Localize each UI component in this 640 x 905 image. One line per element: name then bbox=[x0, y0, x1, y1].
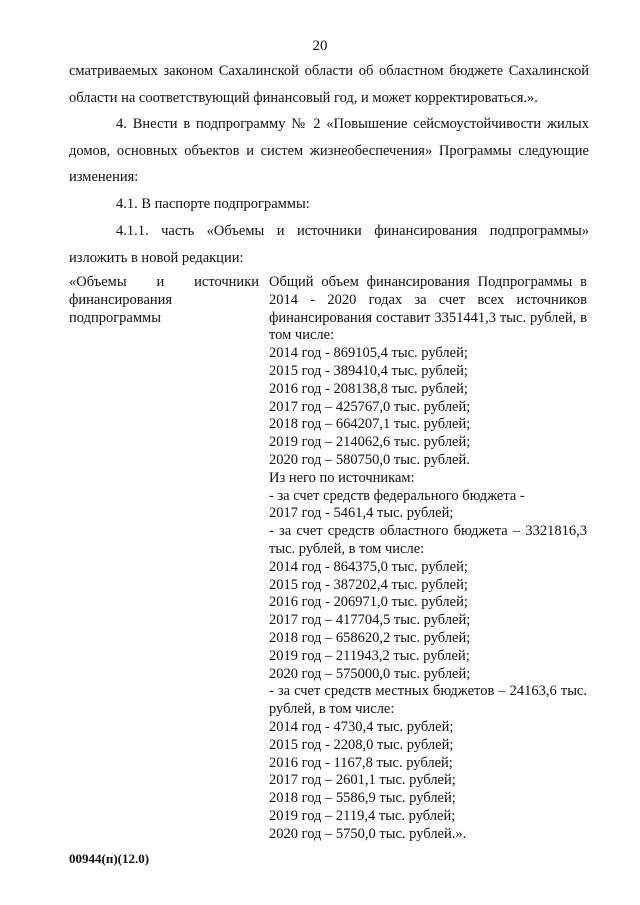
paragraph-part bbox=[69, 218, 589, 271]
year-line: 2015 год - 389410,4 тыс. рублей; bbox=[269, 362, 468, 379]
federal-year-line: 2017 год - 5461,4 тыс. рублей; bbox=[269, 505, 454, 522]
paragraph-text: сматриваемых законом Сахалинской области об областном бюджете Сахалинской области на соответствующий финансовый год, и может корректироваться.». bbox=[69, 63, 589, 106]
year-line: 2019 год – 214062,6 тыс. рублей; bbox=[269, 434, 471, 451]
regional-years-list bbox=[269, 559, 587, 684]
year-line: 2014 год - 869105,4 тыс. рублей; bbox=[269, 345, 468, 362]
year-line: 2017 год – 425767,0 тыс. рублей; bbox=[269, 398, 471, 415]
local-years-list bbox=[269, 719, 587, 844]
year-line: 2014 год - 864375,0 тыс. рублей; bbox=[269, 558, 468, 575]
paragraph-text: 4.1.1. часть «Объемы и источники финансирования подпрограммы» изложить в новой редакции: bbox=[69, 223, 589, 266]
sources-heading: Из него по источникам: bbox=[269, 469, 415, 486]
local-source-intro: - за счет средств местных бюджетов – 24163,6 тыс. рублей, в том числе: bbox=[269, 683, 587, 718]
year-line: 2016 год - 206971,0 тыс. рублей; bbox=[269, 594, 468, 611]
paragraph-continuation bbox=[69, 58, 589, 111]
year-line: 2018 год – 5586,9 тыс. рублей; bbox=[269, 790, 456, 807]
federal-source-line: - за счет средств федерального бюджета - bbox=[269, 487, 525, 504]
year-line: 2017 год – 417704,5 тыс. рублей; bbox=[269, 612, 471, 629]
funding-intro: Общий объем финансирования Подпрограммы в 2014 - 2020 годах за счет всех источников финансирования составит 3351441,3 тыс. рублей, в том числе: bbox=[269, 274, 587, 344]
page-number: 20 bbox=[312, 38, 328, 54]
year-line: 2015 год - 2208,0 тыс. рублей; bbox=[269, 736, 454, 753]
year-line: 2015 год - 387202,4 тыс. рублей; bbox=[269, 576, 468, 593]
year-line: 2020 год – 580750,0 тыс. рублей. bbox=[269, 451, 470, 468]
paragraph-passport bbox=[69, 191, 589, 218]
year-line: 2016 год - 208138,8 тыс. рублей; bbox=[269, 380, 468, 397]
year-line: 2018 год – 664207,1 тыс. рублей; bbox=[269, 416, 471, 433]
year-line: 2019 год – 2119,4 тыс. рублей; bbox=[269, 807, 456, 824]
year-line: 2020 год – 575000,0 тыс. рублей; bbox=[269, 665, 471, 682]
year-line: 2018 год – 658620,2 тыс. рублей; bbox=[269, 629, 471, 646]
year-line: 2019 год – 211943,2 тыс. рублей; bbox=[269, 647, 470, 664]
year-line: 2016 год - 1167,8 тыс. рублей; bbox=[269, 754, 453, 771]
funding-details-cell bbox=[269, 274, 587, 844]
funding-label-cell: «Объемы и источники финансирования подпрограммы bbox=[69, 274, 259, 326]
paragraph-amendment bbox=[69, 111, 589, 191]
year-line: 2014 год - 4730,4 тыс. рублей; bbox=[269, 718, 454, 735]
year-line: 2020 год – 5750,0 тыс. рублей.». bbox=[269, 825, 467, 842]
document-code: 00944(п)(12.0) bbox=[69, 851, 150, 866]
regional-source-intro: - за счет средств областного бюджета – 3321816,3 тыс. рублей, в том числе: bbox=[269, 523, 587, 557]
total-years-list bbox=[269, 345, 587, 470]
paragraph-text: 4.1. В паспорте подпрограммы: bbox=[116, 196, 310, 212]
paragraph-text: 4. Внести в подпрограмму № 2 «Повышение сейсмоустойчивости жилых домов, основных объектов и систем жизнеобеспечения» Программы следующие изменения: bbox=[69, 116, 589, 185]
year-line: 2017 год – 2601,1 тыс. рублей; bbox=[269, 772, 456, 789]
